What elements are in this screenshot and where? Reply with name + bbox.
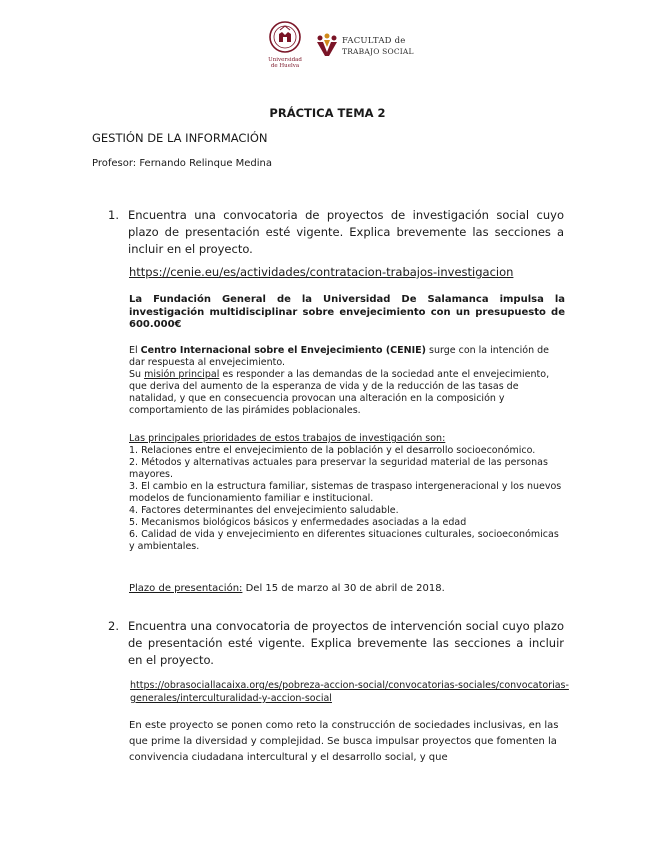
question-number: 2.: [108, 619, 119, 633]
mission-prefix: Su: [129, 369, 145, 380]
intervention-description: En este proyecto se ponen como reto la construcción de sociedades inclusivas, en las que prime la diversidad y complejidad. Se busca impulsar proyectos que fomenten la convivencia ciudadana intercultural y el desarrollo social, y que: [129, 720, 559, 763]
mission-text: es responder a las demandas de la sociedad ante el envejecimiento, que deriva del aumento de la esperanza de vida y de la reducción de las tasas de natalidad, y que en consecuencia provocan una alteración en la composición y comportamiento de las pirámides poblacionales.: [129, 369, 550, 416]
university-seal-icon: [268, 20, 302, 56]
question-number: 1.: [108, 208, 119, 222]
faculty-name-line-2: TRABAJO SOCIAL: [342, 47, 414, 56]
university-caption-2: de Huelva: [270, 63, 300, 69]
headline: La Fundación General de la Universidad De Salamanca impulsa la investigación multidisciplinar sobre envejecimiento con un presupuesto de 600.000€: [129, 294, 565, 330]
priority-item: 3. El cambio en la estructura familiar, sistemas de traspaso intergeneracional y los nuevos modelos de funcionamiento familiar e institucional.: [129, 481, 562, 504]
lacaixa-link[interactable]: https://obrasociallacaixa.org/es/pobreza-accion-social/convocatorias-sociales/convocatorias-generales/interculturalidad-y-accion-social: [130, 680, 569, 704]
cenie-name: Centro Internacional sobre el Envejecimiento (CENIE): [140, 345, 426, 356]
priority-item: 1. Relaciones entre el envejecimiento de la población y el desarrollo socioeconómico.: [129, 445, 536, 456]
deadline-label: Plazo de presentación:: [129, 583, 243, 594]
subject-title: GESTIÓN DE LA INFORMACIÓN: [92, 131, 268, 145]
priorities-section: [129, 433, 565, 553]
faculty-people-icon: [314, 32, 340, 58]
deadline: [129, 583, 565, 595]
intro-prefix: El: [129, 345, 141, 356]
question-text: Encuentra una convocatoria de proyectos de investigación social cuyo plazo de presentación esté vigente. Explica brevemente las secciones a incluir en el proyecto.: [128, 208, 564, 256]
question-1: [108, 207, 564, 258]
faculty-logo: [314, 30, 414, 64]
priority-item: 6. Calidad de vida y envejecimiento en diferentes situaciones culturales, socioeconómicas y ambientales.: [129, 529, 559, 552]
question-text: Encuentra una convocatoria de proyectos de intervención social cuyo plazo de presentación esté vigente. Explica brevemente las secciones a incluir en el proyecto.: [128, 619, 564, 667]
priority-item: 4. Factores determinantes del envejecimiento saludable.: [129, 505, 399, 516]
priorities-heading: Las principales prioridades de estos trabajos de investigación son:: [129, 433, 446, 444]
professor-line: Profesor: Fernando Relinque Medina: [92, 158, 273, 169]
intro-suffix: surge con la intención de dar respuesta al envejecimiento.: [129, 345, 549, 368]
cenie-description: [129, 345, 565, 417]
question-2: [108, 618, 564, 669]
mission-label: misión principal: [144, 369, 220, 380]
university-caption-1: Universidad: [268, 57, 302, 63]
university-logo: [268, 20, 302, 70]
deadline-value: Del 15 de marzo al 30 de abril de 2018.: [242, 583, 445, 594]
priority-item: 2. Métodos y alternativas actuales para preservar la seguridad material de las personas mayores.: [129, 457, 548, 480]
priority-item: 5. Mecanismos biológicos básicos y enfermedades asociadas a la edad: [129, 517, 467, 528]
page-title: PRÁCTICA TEMA 2: [269, 106, 386, 120]
faculty-name-line-1: FACULTAD de: [342, 36, 406, 46]
cenie-link[interactable]: https://cenie.eu/es/actividades/contratacion-trabajos-investigacion: [129, 265, 514, 279]
